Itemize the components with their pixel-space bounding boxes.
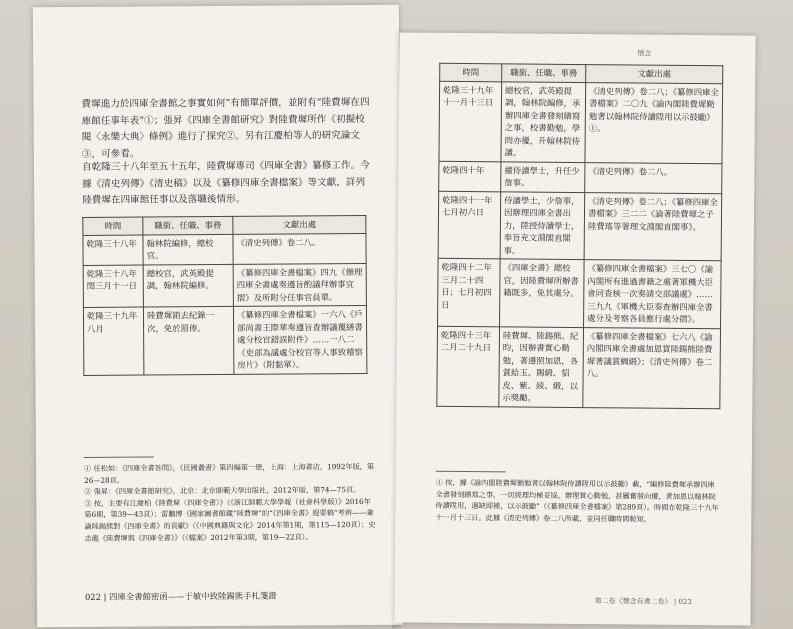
cell-time: 乾隆四十三年二月二十九日 [437,326,500,407]
col-header-time: 時間 [440,63,502,81]
page-footer: 第二卷《懷念有書二卷》 | 023 [594,597,692,607]
cell-source: 《清史列傳》卷二八；《纂修四庫全書檔案》二〇九《諭內閣陸費墀勤勉著以翰林院侍讀陞用以示鼓勵》①。 [585,82,723,163]
cell-role: 《四庫全書》總校官，因陸費墀所辦書籍既多，免其處分。 [500,259,585,327]
col-header-role: 職銜、任職、事務 [502,64,586,82]
page-footer: 022 | 四庫全書館密函——于敏中致陸錫熊手札箋證 [84,590,277,602]
footnotes: ① 任松如：《四庫全書答問》，《民國叢書》第四編第一册，上海：上海書店，1992年版，第26—28頁。 ② 張昇：《四庫全書館研究》，北京：北京師範大學出版社，2012年版，第74—75頁。 ③ 按，主要有江慶柏《陸費墀〈四庫全書〉》（《浙江師範大學學報（社會科學版）》2016年第6期，第39—43頁）；雷鵬博《國家圖書館藏“陸費墀”的“《四庫全書》提要稿”考辨——兼論陸錫熊對《四庫全書》的貢獻》（《中國典籍與文化》2014年第1期，第115—120頁）；史志龍《陸費墀與《四庫全書》》（《檔案》2012年第3期，第19—22頁）。 [84,461,376,543]
cell-role: 陸費墀銷去紀錄一次，免於罰俸。 [143,306,233,374]
table-row [437,326,721,408]
footnote-rule [84,456,154,457]
cell-time: 乾隆四十一年七月初六日 [438,191,501,259]
table-row [83,263,366,307]
cell-role: 擢侍讀學士，升任少詹事。 [501,161,585,192]
cell-time: 乾隆四十年 [439,161,501,192]
cell-time: 乾隆三十九年十一月十三日 [439,81,502,162]
running-head: 懷念 [637,49,652,58]
right-table [436,63,723,409]
table-row [439,81,723,163]
col-header-time: 時間 [83,217,143,235]
table-row [438,258,722,328]
body-paragraph: 自乾隆三十八年至五十五年，陸費墀專司《四庫全書》纂修工作。今據《清史列傳》《清史稿》以及《纂修四庫全書檔案》等文獻，詳列陸費墀在四庫館任事以及落職後情形。 [81,159,370,206]
col-header-role: 職銜、任職、事務 [143,216,233,234]
cell-role: 翰林院編修，總校官。 [143,234,233,265]
table-row [438,191,722,261]
table-row [83,305,366,374]
cell-source: 《清史列傳》卷二八；《纂修四庫全書檔案》三二二《論著陸費墀之子陸費瑤等署理文淵閣直閣事》。 [584,192,722,261]
cell-role: 總校官，武英殿提調，翰林院編修。 [143,264,233,307]
left-page [33,5,403,628]
cell-time: 乾隆三十八年閏三月十一日 [83,265,143,308]
right-page [394,32,755,625]
table-row [83,233,366,265]
cell-time: 乾隆四十二年三月二十四日；七月初四日 [438,258,501,326]
footnote-rule [436,471,506,473]
cell-source: 《纂修四庫全書檔案》三七〇《諭內閣所有進過書籍之處著軍機大臣會同查核一次奏請交部議處》……三九九《軍機大臣奏查辦四庫全書處分及考察各員應行處分摺》。 [584,260,722,329]
left-table [82,215,367,375]
footnote: ① 按，據《諭內閣陸費墀勤勉著以翰林院侍讀陞用以示鼓勵》載，“編修陸費墀承辦四庫全書發刻繕寫之事，一切經理均極妥協，辦理實心勤勉，甚屬奮發向優，著加恩以翰林院侍讀陞用，遇缺即補，以示鼓勵”（《纂修四庫全書檔案》第289頁）。時間在乾隆三十九年十一月十三日。此據《清史列傳》卷二八所載，並同任職時間較短。 [435,477,719,524]
cell-role: 總校官，武英殿提調，翰林院編修，承辦四庫全書發刻繕寫之事，校書勤勉，學問亦優，升翰林院侍讀。 [501,81,586,162]
col-header-source: 文獻出處 [586,65,723,84]
cell-role: 陸費墀、陸錫熊、紀昀，因辦書實心勤勉，著遵照加恩，各賞給玉、賜緞、貂皮、紫、綾、緞，以示獎勵。 [499,326,584,407]
cell-role: 侍讀學士，少詹事，因辦理四庫全書出力，陞授侍讀學士，奉旨充文淵閣直閣事。 [500,191,585,259]
cell-source: 《纂修四庫全書檔案》四九《辦理四庫全書處奏遵旨酌議拜辦事宜摺》及所附分任事官員單。 [233,263,366,306]
table-row [439,161,722,193]
cell-time: 乾隆三十八年 [83,235,143,265]
cell-source: 《清史列傳》卷二八。 [585,162,722,193]
cell-source: 《纂修四庫全書檔案》一六八《戶部尚書王際華奏遵旨查辦議覆繕書處分校官錯誤附件》……一八二《吏部為議處分校官等人事致稽察房片》（附黏單）。 [233,305,366,373]
col-header-source: 文獻出處 [233,215,366,233]
table-header-row [83,215,366,234]
intro-paragraph: 費墀進力於四庫全書館之事實如何”有簡單評價，並附有“陸費墀在四庫館任事年表”①；張昇《四庫全書館研究》對陸費墀所作《初擬校閱〈永樂大典〉條例》進行了探究②。另有江慶柏等人的研究論文③，可參看。 [81,96,370,160]
cell-source: 《纂修四庫全書檔案》七六八《諭內閣四庫全書處加恩賞陸錫熊陸費墀著議賞綢緞》；《清史列傳》卷二八。 [583,327,721,408]
cell-time: 乾隆三十九年八月 [83,307,143,375]
cell-source: 《清史列傳》卷二八。 [233,233,366,264]
